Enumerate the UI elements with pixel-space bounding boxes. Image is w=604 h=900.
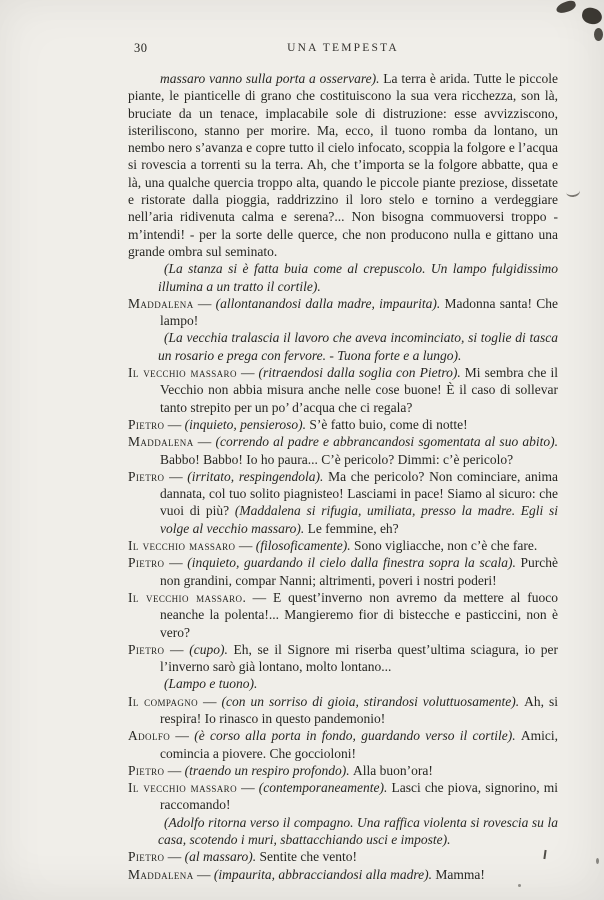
speech-text: Lasci che piova, signorino, mi raccomando!: [160, 780, 558, 813]
stage-direction-text: (Adolfo ritorna verso il compagno. Una raffica violenta si rovescia su la casa, scotendo i muri, sbattacchiando usci e imposte).: [158, 814, 558, 848]
stage-direction-text: (contemporaneamente).: [258, 780, 392, 796]
speech-text: Sentite che vento!: [259, 849, 358, 865]
speaker-name: Il vecchio massaro: [128, 589, 243, 605]
stage-direction-paragraph: [128, 260, 558, 295]
dialogue-paragraph: [128, 364, 558, 416]
stage-direction-text: (inquieto, pensieroso).: [184, 416, 310, 432]
speech-text: La terra è arida. Tutte le piccole piante, le pianticelle di grano che costituiscono la sua vera ricchezza, son là, bruciate da un tenace, implacabile sole di distruzione: esse avvizziscono, isteriliscono, stanno per morire. Ma, ecco, il tuono romba da lontano, un nembo nero s’avanza e copre tutto il cielo infocato, scoppia la folgore e l’acqua si rovescia a torrenti su la terra. Ah, che t’importa se la folgore abbatte, qua e là, una qualche quercia troppo alta, quando le piccole piante preziose, dissetate e ristorate dalla pioggia, raddrizzino il loro stelo e tornino a verdeggiare nell’aria ridivenuta calma e serena?... Non bisogna commuoversi troppo - m’intendi! - per la sorte delle querce, che non producono nulla e gittano una grande ombra sul seminato.: [128, 71, 558, 259]
pen-mark-icon: [596, 858, 599, 864]
stage-direction-text: (cupo).: [189, 641, 234, 657]
speech-text: Ma che pericolo? Non cominciare, anima dannata, col tuo solito piagnisteo! Lasciami in pace! Siamo al sicuro: che vuoi di più?: [160, 468, 559, 519]
speaker-name: Maddalena: [128, 434, 194, 450]
dialogue-paragraph: [128, 589, 558, 641]
speech-text: Eh, se il Signore mi riserba quest’ultima sciagura, io per l’inverno sarò già lontano, molto lontano...: [160, 641, 559, 675]
speech-text: —: [193, 295, 216, 311]
speaker-name: Pietro: [128, 762, 165, 778]
speech-text: Ah, si respira! Io rinasco in questo pandemonio!: [160, 693, 558, 726]
speech-text: Alla buon’ora!: [353, 762, 433, 778]
stage-direction-text: massaro vanno sulla porta a osservare).: [160, 71, 384, 86]
stage-direction-paragraph: [128, 675, 558, 692]
speech-text: Madonna santa! Che lampo!: [160, 295, 559, 329]
speech-text: Babbo! Babbo! Io ho paura... C’è pericolo? Dimmi: c’è pericolo?: [160, 451, 514, 467]
stage-direction-text: (correndo al padre e abbrancandosi sgomentata al suo abito).: [215, 434, 558, 450]
stage-direction-text: (La vecchia tralascia il lavoro che aveva incominciato, si toglie di tasca un rosario e prega con fervore. - Tuona forte e a lungo).: [158, 330, 558, 363]
page-content: [128, 40, 558, 883]
speech-text: Purchè non grandini, compar Nanni; altrimenti, poveri i nostri poderi!: [160, 555, 559, 588]
page-number: 30: [134, 41, 148, 55]
speech-text: —: [164, 762, 185, 778]
speech-text: —: [198, 693, 222, 709]
dialogue-paragraph: [128, 416, 558, 433]
speaker-name: Pietro: [128, 641, 165, 657]
stage-direction-text: (La stanza si è fatta buia come al crepuscolo. Un lampo fulgidissimo illumina a un tratto il cortile).: [158, 261, 558, 294]
dialogue-paragraph: [128, 295, 558, 330]
dialogue-paragraph: [128, 848, 558, 865]
stage-direction-text: (con un sorriso di gioia, stirandosi voluttuosamente).: [221, 693, 525, 709]
ink-speck-icon: [518, 884, 521, 887]
page-header: [128, 40, 558, 70]
stage-direction-text: (irritato, respingendola).: [187, 468, 329, 484]
speaker-name: Il compagno: [128, 693, 199, 709]
speaker-name: Pietro: [128, 555, 165, 571]
speech-text: —: [236, 365, 259, 381]
speech-text: Amici, comincia a piovere. Che goccioloni!: [160, 728, 558, 761]
stage-direction-text: (Lampo e tuono).: [164, 676, 258, 692]
dialogue-paragraph: [128, 727, 558, 762]
speech-text: . — E quest’inverno non avremo da mettere al fuoco neanche la polenta!... Mangieremo fior di bistecche e pasticcini, non è vero?: [160, 589, 558, 640]
dialogue-paragraph: [128, 537, 558, 554]
speaker-name: Pietro: [128, 849, 165, 865]
speaker-name: Adolfo: [128, 728, 171, 744]
speech-text: —: [235, 538, 256, 554]
speech-text: Le femmine, eh?: [307, 520, 399, 536]
pen-mark-icon: [565, 185, 580, 198]
speaker-name: Maddalena: [128, 866, 194, 882]
speaker-name: Il vecchio massaro: [128, 538, 236, 554]
speech-text: —: [236, 780, 259, 796]
dialogue-paragraph: [128, 468, 558, 537]
running-title: UNA TEMPESTA: [287, 42, 399, 54]
stage-direction-text: (allontanandosi dalla madre, impaurita).: [215, 295, 445, 311]
dialogue-paragraph: [128, 641, 558, 676]
dialogue-paragraph: [128, 693, 558, 728]
dialogue-paragraph: [128, 554, 558, 589]
speech-text: Sono vigliacche, non c’è che fare.: [353, 538, 538, 554]
play-text: [128, 70, 558, 883]
speech-text: —: [170, 728, 195, 744]
speech-text: —: [164, 468, 188, 484]
stage-direction-text: (impaurita, abbracciandosi alla madre).: [213, 866, 436, 882]
stage-direction-text: (filosoficamente).: [255, 538, 354, 554]
speech-text: —: [164, 641, 190, 657]
speech-text: S’è fatto buio, come di notte!: [309, 416, 468, 432]
stage-direction-text: (al massaro).: [184, 849, 260, 865]
stage-direction-text: (ritraendosi dalla soglia con Pietro).: [258, 365, 465, 381]
ink-smudge-icon: [594, 28, 603, 41]
dialogue-paragraph: [128, 433, 558, 468]
stage-direction-text: (Maddalena si rifugia, umiliata, presso la madre. Egli si volge al vecchio massaro).: [160, 503, 558, 536]
speaker-name: Pietro: [128, 416, 165, 432]
speech-text: —: [193, 866, 214, 882]
ink-smudge-icon: [581, 6, 604, 26]
speech-text: —: [164, 416, 185, 432]
speech-text: —: [164, 555, 188, 571]
speech-text: Mi sembra che il Vecchio non abbia misura anche nelle cose buone! È il caso di sollevar tanto strepito per un po’ d’acqua che ci regala?: [160, 365, 558, 415]
dialogue-paragraph: [128, 762, 558, 779]
speech-text: —: [193, 434, 216, 450]
speaker-name: Maddalena: [128, 295, 194, 311]
speaker-name: Il vecchio massaro: [128, 365, 237, 381]
speaker-name: Il vecchio massaro: [128, 780, 237, 796]
speaker-name: Pietro: [128, 468, 165, 484]
stage-direction-paragraph: [128, 814, 558, 849]
ink-smudge-icon: [555, 0, 577, 15]
speech-text: Mamma!: [435, 866, 485, 882]
stage-direction-text: (è corso alla porta in fondo, guardando verso il cortile).: [194, 728, 521, 744]
speech-text: —: [164, 849, 185, 865]
stage-direction-text: (inquieto, guardando il cielo dalla finestra sopra la scala).: [187, 555, 521, 571]
dialogue-paragraph: [128, 866, 558, 883]
dialogue-paragraph: [128, 779, 558, 814]
speech-continuation-paragraph: [128, 70, 558, 260]
stage-direction-paragraph: [128, 329, 558, 364]
stage-direction-text: (traendo un respiro profondo).: [184, 762, 354, 778]
